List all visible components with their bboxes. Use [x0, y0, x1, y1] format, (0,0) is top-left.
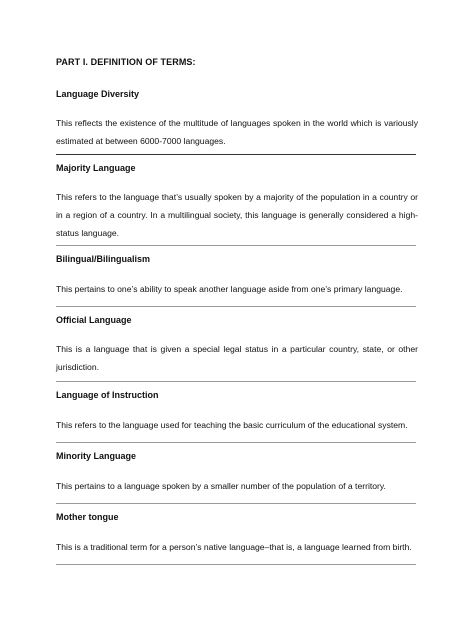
term-definition-minority-language: This pertains to a language spoken by a smaller number of the population of a territory. [56, 481, 386, 491]
term-definition-language-diversity: This reflects the existence of the multitude of languages spoken in the world which is variously estimated at between 6000-7000 languages. [56, 118, 418, 146]
term-definition-majority-language: This refers to the language that’s usually spoken by a majority of the population in a country or in a region of a country. In a multilingual society, this language is generally considered a high-status language. [56, 192, 418, 238]
term-heading-language-of-instruction: Language of Instruction [56, 390, 159, 400]
term-heading-official-language: Official Language [56, 315, 132, 325]
separator-line [56, 245, 416, 246]
term-definition-bilingualism: This pertains to one’s ability to speak another language aside from one’s primary language. [56, 284, 403, 294]
separator-line [56, 306, 416, 307]
separator-line [56, 503, 416, 504]
term-heading-bilingualism: Bilingual/Bilingualism [56, 254, 151, 264]
term-definition-language-of-instruction: This refers to the language used for teaching the basic curriculum of the educational system. [56, 420, 408, 430]
term-heading-majority-language: Majority Language [56, 163, 136, 173]
term-heading-language-diversity: Language Diversity [56, 89, 140, 99]
separator-line [56, 442, 416, 443]
term-definition-official-language: This is a language that is given a special legal status in a particular country, state, or other jurisdiction. [56, 344, 418, 372]
term-definition-mother-tongue: This is a traditional term for a person’s native language–that is, a language learned from birth. [56, 542, 412, 552]
separator-line [56, 564, 416, 565]
separator-line [56, 154, 416, 155]
term-heading-mother-tongue: Mother tongue [56, 512, 119, 522]
term-heading-minority-language: Minority Language [56, 451, 137, 461]
separator-line [56, 381, 416, 382]
part-title: PART I. DEFINITION OF TERMS: [56, 57, 196, 67]
